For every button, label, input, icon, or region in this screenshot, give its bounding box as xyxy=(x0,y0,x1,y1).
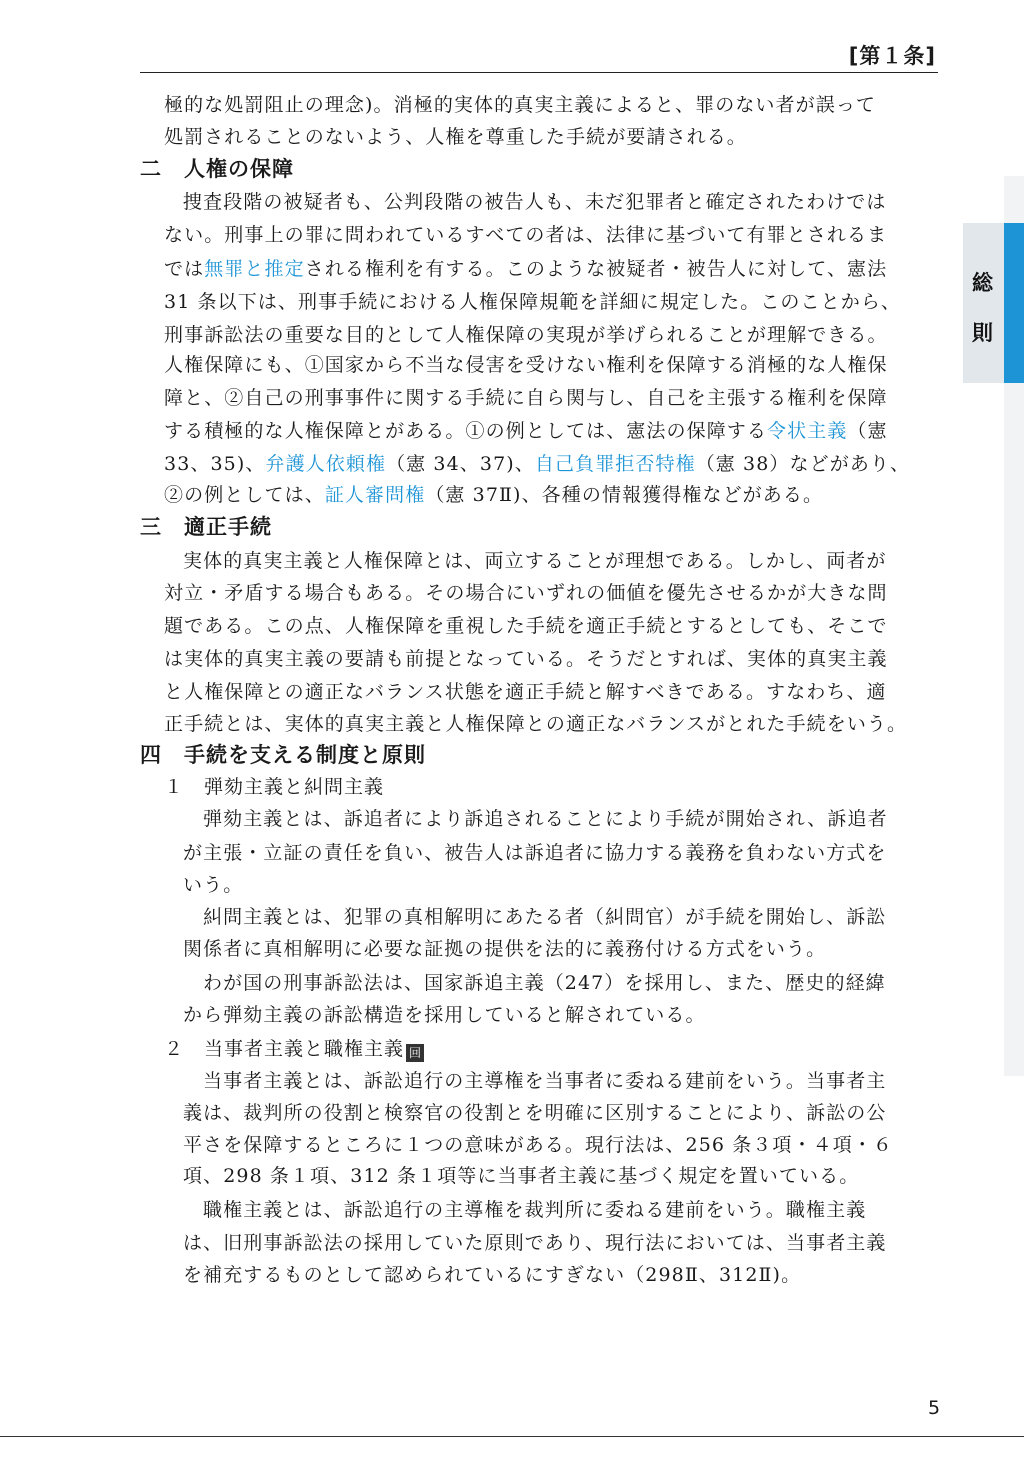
text-line: は、旧刑事訴訟法の採用していた原則であり、現行法においては、当事者主義 xyxy=(183,1232,887,1254)
text-line: 障と、②自己の刑事事件に関する手続に自ら関与し、自己を主張する権利を保障 xyxy=(164,387,888,409)
text-segment: では xyxy=(164,258,205,280)
text-line xyxy=(164,451,910,478)
text-line xyxy=(164,256,887,283)
text-segment: する積極的な人権保障とがある。①の例としては、憲法の保障する xyxy=(164,420,768,442)
text-line: を補充するものとして認められているにすぎない（298Ⅱ、312Ⅱ)。 xyxy=(183,1264,802,1286)
text-line: 刑事訴訟法の重要な目的として人権保障の実現が挙げられることが理解できる。 xyxy=(164,324,888,346)
text-segment: ②の例としては、 xyxy=(164,484,325,506)
text-segment: （憲 38）などがあり、 xyxy=(695,453,911,475)
section-heading: 四 手続を支える制度と原則 xyxy=(140,743,426,767)
text-line xyxy=(164,418,888,445)
text-line: 正手続とは、実体的真実主義と人権保障との適正なバランスがとれた手続をいう。 xyxy=(164,713,908,735)
text-line: 糾問主義とは、犯罪の真相解明にあたる者（糾問官）が手続を開始し、訴訟 xyxy=(203,906,887,928)
text-line: ない。刑事上の罪に問われているすべての者は、法律に基づいて有罪とされるま xyxy=(164,224,888,246)
text-line: から弾劾主義の訴訟構造を採用していると解されている。 xyxy=(183,1004,706,1026)
text-line: 平さを保障するところに１つの意味がある。現行法は、256 条３項・４項・６ xyxy=(183,1134,894,1156)
text-line: が主張・立証の責任を負い、被告人は訴追者に協力する義務を負わない方式を xyxy=(183,842,887,864)
text-line: 対立・矛盾する場合もある。その場合にいずれの価値を優先させるかが大きな問 xyxy=(164,582,888,604)
text-line: 当事者主義とは、訴訟追行の主導権を当事者に委ねる建前をいう。当事者主 xyxy=(203,1070,887,1092)
text-line: 弾劾主義とは、訴追者により訴追されることにより手続が開始され、訴追者 xyxy=(203,808,888,830)
text-segment: （憲 xyxy=(847,420,888,442)
text-line: 人権保障にも、①国家から不当な侵害を受けない権利を保障する消極的な人権保 xyxy=(164,354,888,376)
section-heading: 二 人権の保障 xyxy=(140,157,294,181)
chapter-tab-char-1: 総 xyxy=(972,271,993,295)
text-segment: される権利を有する。このような被疑者・被告人に対して、憲法 xyxy=(304,258,888,280)
text-line: 実体的真実主義と人権保障とは、両立することが理想である。しかし、両者が xyxy=(183,550,887,572)
text-line: いう。 xyxy=(183,874,244,896)
text-segment: （憲 34、37)、 xyxy=(386,453,535,475)
subsection-heading xyxy=(164,1036,424,1063)
text-line xyxy=(164,482,823,509)
keyword-link[interactable]: 弁護人依頼権 xyxy=(265,453,387,475)
text-line: 関係者に真相解明に必要な証拠の提供を法的に義務付ける方式をいう。 xyxy=(183,938,827,960)
keyword-link[interactable]: 無罪と推定 xyxy=(204,258,305,280)
text-line: 捜査段階の被疑者も、公判段階の被告人も、未だ犯罪者と確定されたわけでは xyxy=(183,191,887,213)
text-line: 題である。この点、人権保障を重視した手続を適正手続とするとしても、そこで xyxy=(164,615,888,637)
text-segment: （憲 37Ⅱ)、各種の情報獲得権などがある。 xyxy=(425,484,824,506)
subsection-heading: １ 弾劾主義と糾問主義 xyxy=(164,776,385,798)
text-line: わが国の刑事訴訟法は、国家訴追主義（247）を採用し、また、歴史的経緯 xyxy=(203,972,886,994)
section-heading: 三 適正手続 xyxy=(140,515,272,539)
text-segment: 33、35)、 xyxy=(164,453,266,475)
chapter-tab-accent xyxy=(1004,223,1024,383)
text-line: 項、298 条１項、312 条１項等に当事者主義に基づく規定を置いている。 xyxy=(183,1165,860,1187)
page-number: 5 xyxy=(928,1397,941,1419)
bottom-rule xyxy=(0,1436,1024,1437)
text-line: 処罰されることのないよう、人権を尊重した手続が要請される。 xyxy=(164,126,747,148)
text-line: 義は、裁判所の役割と検察官の役割とを明確に区別することにより、訴訟の公 xyxy=(183,1102,887,1124)
keyword-link[interactable]: 証人審問権 xyxy=(324,484,426,506)
article-header: [第１条] xyxy=(848,44,936,68)
keyword-link[interactable]: 令状主義 xyxy=(767,420,848,442)
keyword-link[interactable]: 自己負罪拒否特権 xyxy=(534,453,696,475)
chapter-tab-char-2: 則 xyxy=(972,321,993,345)
header-rule xyxy=(140,72,938,73)
text-line: 職権主義とは、訴訟追行の主導権を裁判所に委ねる建前をいう。職権主義 xyxy=(203,1199,867,1221)
text-line: は実体的真実主義の要請も前提となっている。そうだとすれば、実体的真実主義 xyxy=(164,648,888,670)
repeat-marker-icon: 回 xyxy=(406,1044,424,1062)
text-line: と人権保障との適正なバランス状態を適正手続と解すべきである。すなわち、適 xyxy=(164,681,887,703)
text-line: 31 条以下は、刑事手続における人権保障規範を詳細に規定した。このことから、 xyxy=(164,291,902,313)
text-line: 極的な処罰阻止の理念)。消極的実体的真実主義によると、罪のない者が誤って xyxy=(164,94,877,116)
subsection-title: ２ 当事者主義と職権主義 xyxy=(164,1038,405,1060)
